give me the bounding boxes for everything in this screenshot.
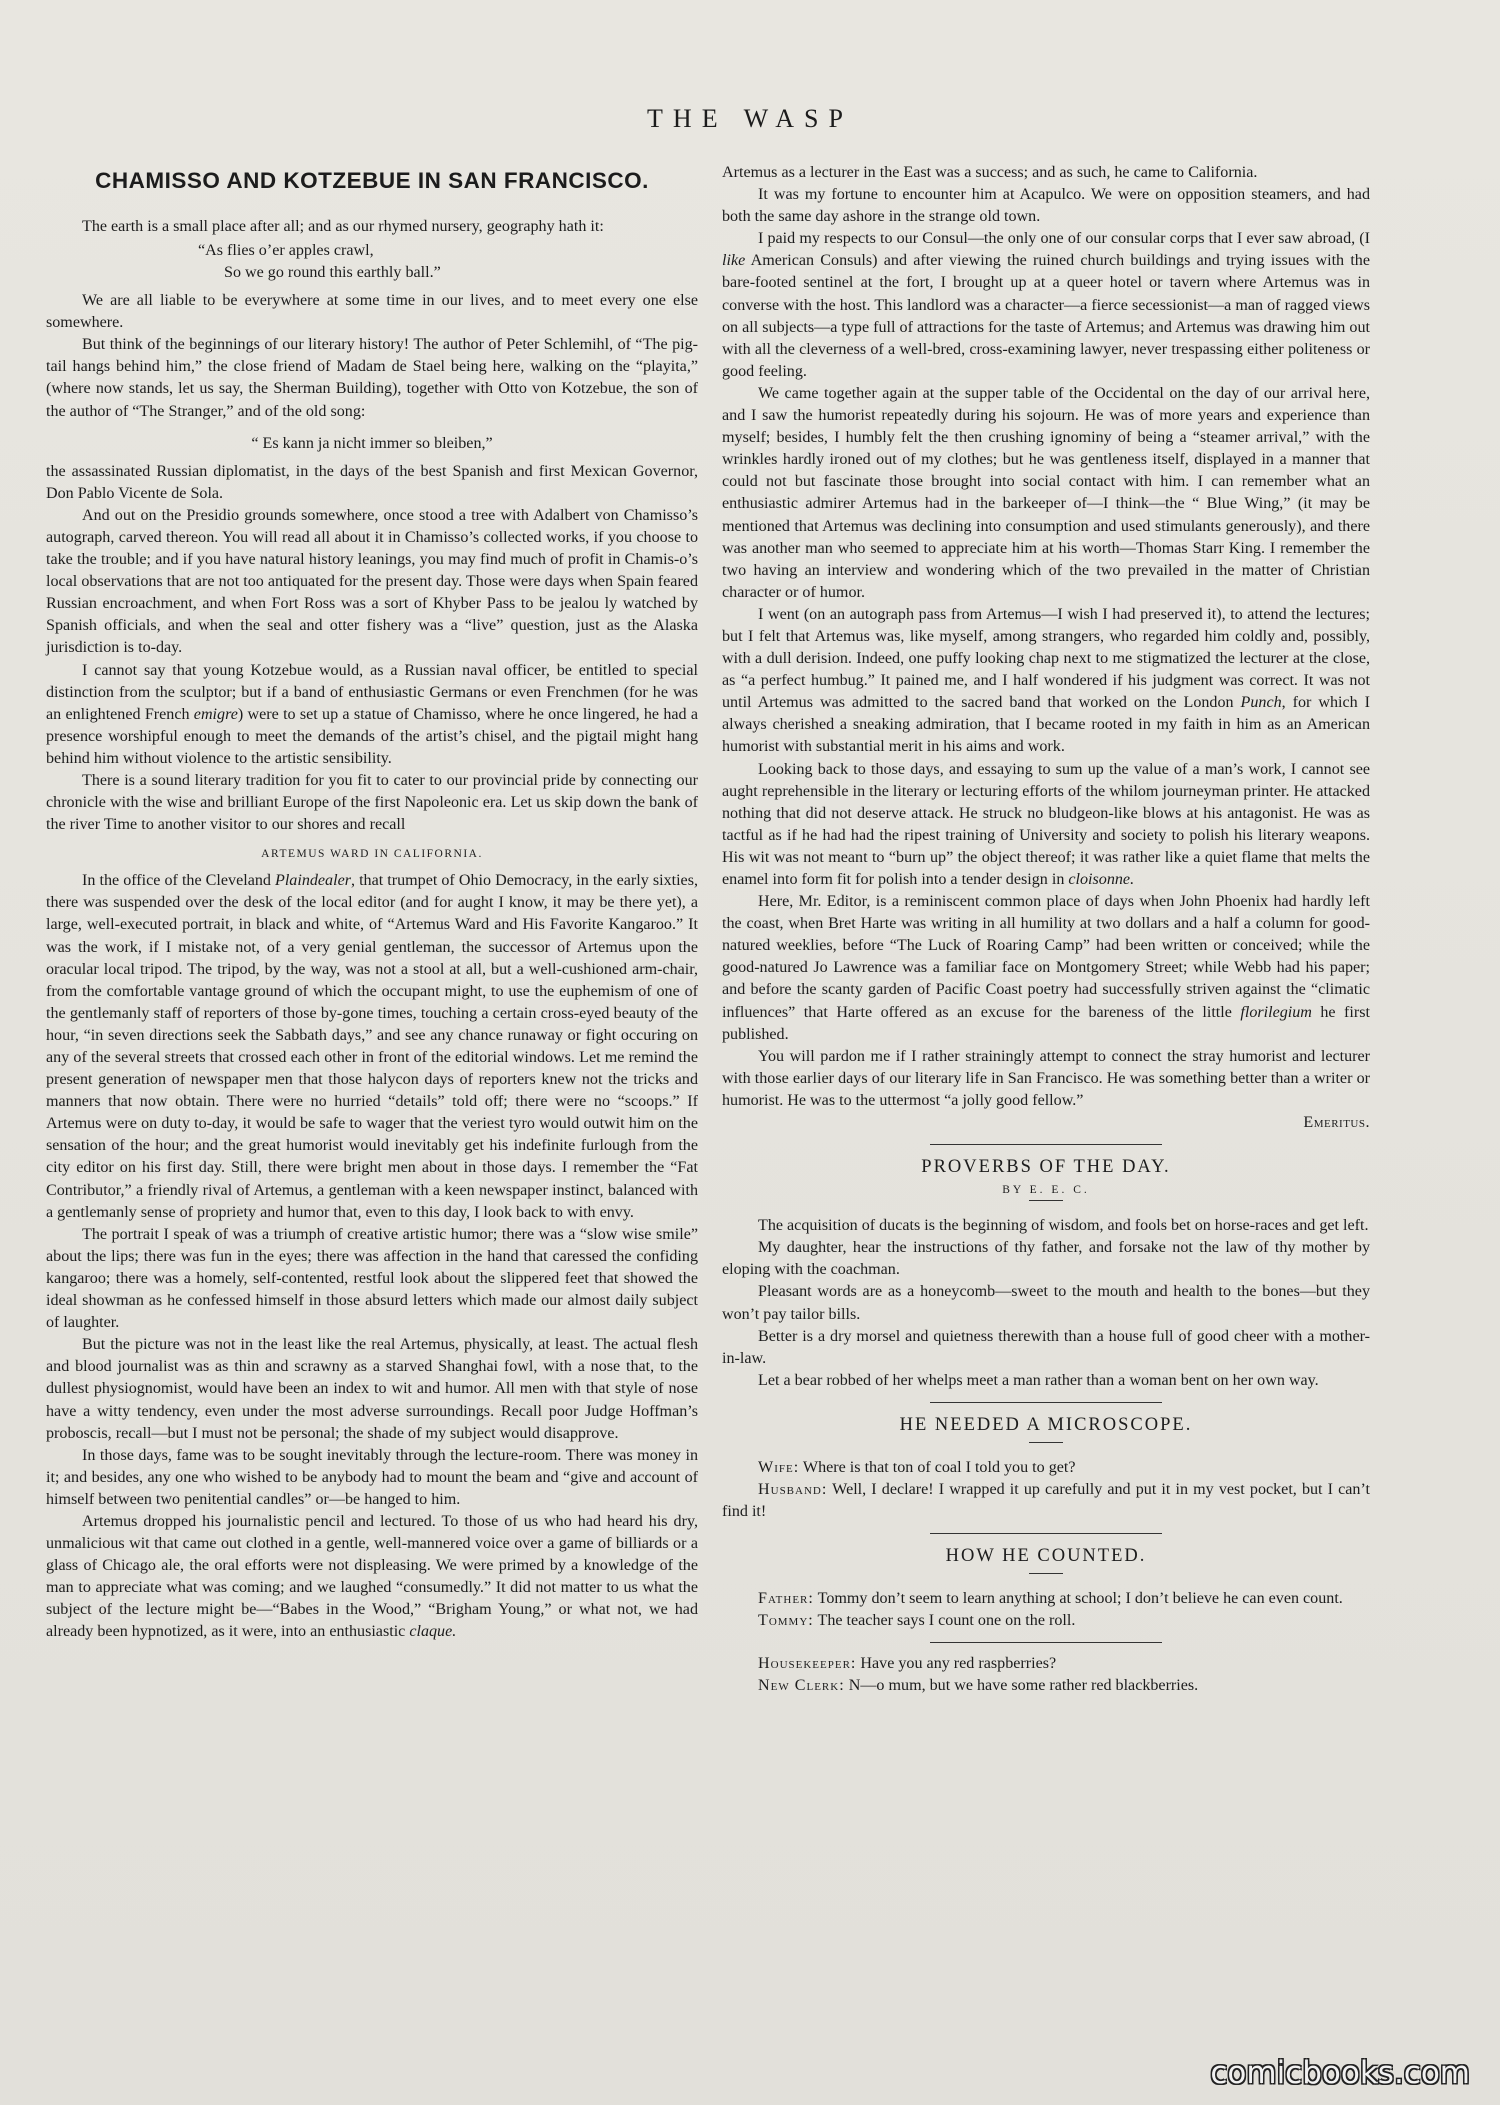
divider bbox=[930, 1402, 1162, 1403]
text-run: he first published. bbox=[722, 1003, 1370, 1043]
short-divider bbox=[1029, 1442, 1063, 1443]
dialog-text: Well, I declare! I wrapped it up carefully and put it in my vest pocket, but I can’t find it! bbox=[722, 1480, 1370, 1521]
dialog-text: The teacher says I count one on the roll. bbox=[817, 1612, 1076, 1630]
text-run: American Consuls) and after viewing the ruined church buildings and trying issues with the bare-footed sentinel at the fort, I brought up at a queer hotel or tavern where Artemus was in converse with the host. This landlord was a character—a fierce secessionist—a man of ragged views on all subjects—a type full of attractions for the taste of Artemus; and Artemus was drawing him out with all the cleverness of a well-bred, cross-examining lawyer, never trespassing either politeness or good feeling. bbox=[722, 252, 1370, 380]
proverbs-title: PROVERBS OF THE DAY. bbox=[921, 1157, 1171, 1178]
dialog-text: Have you any red raspberries? bbox=[860, 1655, 1057, 1673]
text-run: Here, Mr. Editor, is a reminiscent common place of days when John Phoenix had hardly left the coast, when Bret Harte was writing in all humility at two dollars and a half a column for good-natured weeklies, before “The Luck of Roaring Camp” had been written or conceived; while the good-natured Jo Lawrence was a familiar face on Montgomery Street; while Webb had his paper; and before the scanty garden of Pacific Coast poetry had successfully striven against the “climatic influences” that Harte offered as an excuse for the bareness of the little bbox=[722, 893, 1370, 1021]
paragraph bbox=[46, 870, 698, 1224]
proverb: Let a bear robbed of her whelps meet a man rather than a woman bent on her own way. bbox=[758, 1371, 1319, 1389]
verse bbox=[46, 240, 698, 284]
italic-word: Punch bbox=[1240, 694, 1282, 712]
divider bbox=[930, 1533, 1162, 1534]
song-quote: “ Es kann ja nicht immer so bleiben,” bbox=[251, 434, 493, 452]
italic-word: florilegium bbox=[1240, 1003, 1312, 1021]
speaker-label: Father: bbox=[758, 1590, 814, 1608]
proverb: My daughter, hear the instructions of thy father, and forsake not the law of thy mother by eloping with the coachman. bbox=[722, 1239, 1370, 1279]
paragraph: the assassinated Russian diplomatist, in the days of the best Spanish and first Mexican Governor, Don Pablo Vicente de Sola. bbox=[46, 462, 698, 502]
paragraph: There is a sound literary tradition for you fit to cater to our provincial pride by connecting our chronicle with the wise and brilliant Europe of the first Napoleonic era. Let us skip down the bank of the river Time to another visitor to our shores and recall bbox=[46, 771, 698, 834]
text-run: , for which I always cherished a sneaking admiration, that I became rooted in my faith in him as an American humorist with substantial merit in his aims and work. bbox=[722, 694, 1370, 756]
paragraph: Artemus as a lecturer in the East was a success; and as such, he came to California. bbox=[722, 164, 1258, 181]
dialog-line bbox=[722, 1610, 1370, 1632]
speaker-label: Wife: bbox=[758, 1458, 800, 1476]
text-run: I went (on an autograph pass from Artemus—I wish I had preserved it), to attend the lectures; but I felt that Artemus was, like myself, among strangers, who regarded him coldly and, possibly, with a dull derision. Indeed, one puffy looking chap next to me stigmatized the lecturer at the close, as “a perfect humbug.” It pained me, and I half wondered if his judgment was correct. It was not until Artemus was admitted to the sacred band that worked on the London bbox=[722, 605, 1370, 712]
divider bbox=[930, 1144, 1162, 1145]
text-run: I paid my respects to our Consul—the only one of our consular corps that I ever saw abroad, (I bbox=[758, 230, 1370, 248]
italic-word: claque. bbox=[409, 1623, 457, 1641]
proverb: Better is a dry morsel and quietness therewith than a house full of good cheer with a mother-in-law. bbox=[722, 1327, 1370, 1367]
text-run: In the office of the Cleveland bbox=[82, 872, 275, 890]
speaker-label: Tommy: bbox=[758, 1612, 814, 1630]
speaker-label: Housekeeper: bbox=[758, 1655, 857, 1673]
speaker-label: Husband: bbox=[758, 1480, 828, 1498]
dialog-text: Tommy don’t seem to learn anything at school; I don’t believe he can even count. bbox=[817, 1590, 1343, 1608]
dialog-text: Where is that ton of coal I told you to get? bbox=[802, 1458, 1076, 1476]
dialog-line bbox=[722, 1653, 1370, 1675]
dialog-line bbox=[722, 1675, 1370, 1697]
paragraph: In those days, fame was to be sought inevitably through the lecture-room. There was money in it; and besides, any one who wished to be anybody had to mount the beam and “give and account of himself between two penitential candles” or—be hanged to him. bbox=[46, 1446, 698, 1508]
paragraph: It was my fortune to encounter him at Acapulco. We were on opposition steamers, and had both the same day ashore in the strange old town. bbox=[722, 186, 1370, 226]
watermark: comicbooks.com bbox=[1210, 2055, 1470, 2091]
dialog-line bbox=[722, 1457, 1370, 1479]
paragraph: You will pardon me if I rather strainingly attempt to connect the stray humorist and lecturer with those earlier days of our literary life in San Francisco. He was something better than a writer or humorist. He was to the uttermost “a jolly good fellow.” bbox=[722, 1047, 1370, 1109]
text-run: Looking back to those days, and essaying to sum up the value of a man’s work, I cannot see aught reprehensible in the literary or lecturing efforts of the whilom journeyman printer. He attacked nothing that did not deserve attack. He struck no bludgeon-like blows at his antagonist. He was as tactful as if he had had the ripest training of University and society to polish his literary weapons. His wit was not meant to “burn up” the object thereof; it was rather like a quiet flame that melts the enamel into form fit for polish into a tender design in bbox=[722, 760, 1370, 888]
verse-line-2: So we go round this earthly ball.” bbox=[224, 264, 441, 282]
italic-word: cloisonne. bbox=[1068, 871, 1135, 888]
proverb: Pleasant words are as a honeycomb—sweet to the mouth and health to the bones—but they won’t pay tailor bills. bbox=[722, 1283, 1370, 1323]
paragraph: We are all liable to be everywhere at some time in our lives, and to meet every one else somewhere. bbox=[46, 292, 698, 332]
dialog-line bbox=[722, 1588, 1370, 1610]
speaker-label: New Clerk: bbox=[758, 1677, 845, 1695]
verse-line-1: “As flies o’er apples crawl, bbox=[198, 242, 374, 260]
signature: Emeritus. bbox=[1303, 1114, 1370, 1132]
italic-word: like bbox=[722, 252, 746, 270]
subheading: ARTEMUS WARD IN CALIFORNIA. bbox=[261, 848, 483, 861]
paragraph: But think of the beginnings of our literary history! The author of Peter Schlemihl, of “The pig-tail hangs behind him,” the close friend of Madam de Stael being here, walking on the “playita,” (where now stands, let us say, the Sherman Building), together with Otto von Kotzebue, the son of the author of “The Stranger,” and of the old song: bbox=[46, 336, 698, 420]
text-run: ) were to set up a statue of Chamisso, where he once lingered, he had a presence worshipful enough to meet the demands of the artist’s chisel, and the pigtail might hang behind him without violence to the artistic sensibility. bbox=[46, 705, 698, 767]
paragraph bbox=[722, 604, 1370, 759]
right-column bbox=[722, 162, 1370, 1698]
proverb: The acquisition of ducats is the beginning of wisdom, and fools bet on horse-races and get left. bbox=[758, 1217, 1369, 1235]
text-run: Artemus dropped his journalistic pencil and lectured. To those of us who had heard his dry, unmalicious wit that came out clothed in a gentle, well-mannered voice over a game of billiards or a glass of Chicago ale, the oral efforts were not displeasing. We were primed by a knowledge of the man to appreciate what was coming; and we laughed “consumedly.” It did not matter to us what the subject of the lecture might be—“Babes in the Wood,” “Brigham Young,” or what not, we had already been hypnotized, as it were, into an enthusiastic bbox=[46, 1512, 698, 1641]
microscope-title: HE NEEDED A MICROSCOPE. bbox=[899, 1414, 1193, 1435]
counted-title: HOW HE COUNTED. bbox=[945, 1546, 1147, 1567]
paragraph bbox=[46, 660, 698, 770]
article-intro: The earth is a small place after all; and as our rhymed nursery, geography hath it: bbox=[82, 218, 604, 235]
paragraph: But the picture was not in the least like the real Artemus, physically, at least. The actual flesh and blood journalist was as thin and scrawny as a starved Shanghai fowl, with a nose that, to the dullest physiognomist, would have been an index to wit and humor. All men with that style of nose have a witty tendency, even under the most adverse surroundings. Recall poor Judge Hoffman’s proboscis, recall—but I must not be personal; the shade of my subject would disapprove. bbox=[46, 1336, 698, 1442]
paragraph: The portrait I speak of was a triumph of creative artistic humor; there was a “slow wise smile” about the lips; there was fun in the eyes; there was affection in the hand that caressed the confiding kangaroo; there was a homely, self-contented, restful look about the slippered feet that showed the ideal showman as he confessed himself in those absurd letters which made our almost daily subject of laughter. bbox=[46, 1225, 698, 1332]
italic-word: emigre bbox=[193, 705, 238, 723]
dialog-line bbox=[722, 1479, 1370, 1523]
article-title: CHAMISSO AND KOTZEBUE IN SAN FRANCISCO. bbox=[95, 168, 649, 193]
text-run: I cannot say that young Kotzebue would, as a Russian naval officer, be entitled to special distinction from the sculptor; but if a band of enthusiastic Germans or even Frenchmen (for he was an enlightened French bbox=[46, 661, 698, 723]
paragraph: We came together again at the supper table of the Occidental on the day of our arrival here, and I saw the humorist repeatedly during his sojourn. He was of more years and experience than myself; besides, I humbly felt the then crushing ignominy of being a “steamer arrival,” with the wrinkles hardly ironed out of my clothes; but he was gentleness itself, displayed in a manner that could not but fascinate those brought into social contact with him. I can remember what an enthusiastic admirer Artemus had in the barkeeper of—I think—the “ Blue Wing,” (it may be mentioned that Artemus was declining into consumption and used stimulants generously), and there was another man who seemed to appreciate him at his worth—Thomas Starr King. I remember the two having an interview and wondering which of the two prevailed in the matter of Christian character or of humor. bbox=[722, 384, 1370, 601]
paragraph: And out on the Presidio grounds somewhere, once stood a tree with Adalbert von Chamisso’s autograph, carved thereon. You will read all about it in Chamisso’s collected works, if you choose to take the trouble; and if you have natural history leanings, you may find much of profit in Chamis-o’s local observations that are not too antiquated for the present day. Those were days when Spain feared Russian encroachment, and when Fort Ross was a sort of Khyber Pass to be jealou ly watched by Spanish officials, and when the seal and otter fishery was a “live” question, just as the Alaska jurisdiction is to-day. bbox=[46, 506, 698, 657]
left-column bbox=[46, 160, 698, 1644]
divider bbox=[930, 1642, 1162, 1643]
short-divider bbox=[1029, 1573, 1063, 1574]
short-divider bbox=[1029, 1200, 1063, 1201]
paragraph bbox=[46, 1511, 698, 1644]
text-run: , that trumpet of Ohio Democracy, in the early sixties, there was suspended over the desk of the local editor (and for aught I know, it may be there yet), a large, well-executed portrait, in black and white, of “Artemus Ward and His Favorite Kangaroo.” It was the work, if I mistake not, of a very genial gentleman, the successor of Artemus upon the oracular local tripod. The tripod, by the way, was not a stool at all, but a well-cushioned arm-chair, from the comfortable vantage ground of which the occupant might, to use the euphemism of one of the gentlemanly staff of reporters of those by-gone times, touching a certain cross-eyed beauty of the hour, “in seven directions seek the Sabbath days,” and see any chance runaway or fight occuring on any of the several streets that crossed each other in front of the editorial windows. Let me remind the present generation of newspaper men that those halycon days of reporters knew not the tricks and manners that now obtain. There were no hurried “details” told off; there were no “scoops.” If Artemus were on duty to-day, it would be safe to wager that the veriest tyro would outwit him on the sensation of the hour; and the great humorist would inevitably get his indefinite furlough from the city editor on his first day. Still, there were bright men about in those days. I remember the “Fat Contributor,” a friendly rival of Artemus, a gentleman with a keen newspaper instinct, balanced with a gentlemanly sense of propriety and humor that, even to this day, I look back to with envy. bbox=[46, 872, 698, 1221]
dialog-text: N—o mum, but we have some rather red blackberries. bbox=[848, 1677, 1199, 1695]
paragraph bbox=[722, 891, 1370, 1046]
signature-row bbox=[722, 1112, 1370, 1134]
masthead: THE WASP bbox=[647, 104, 853, 133]
italic-word: Plaindealer bbox=[275, 872, 351, 890]
proverbs-byline: BY E. E. C. bbox=[1002, 1184, 1090, 1197]
paragraph bbox=[722, 228, 1370, 383]
paragraph bbox=[722, 759, 1370, 892]
